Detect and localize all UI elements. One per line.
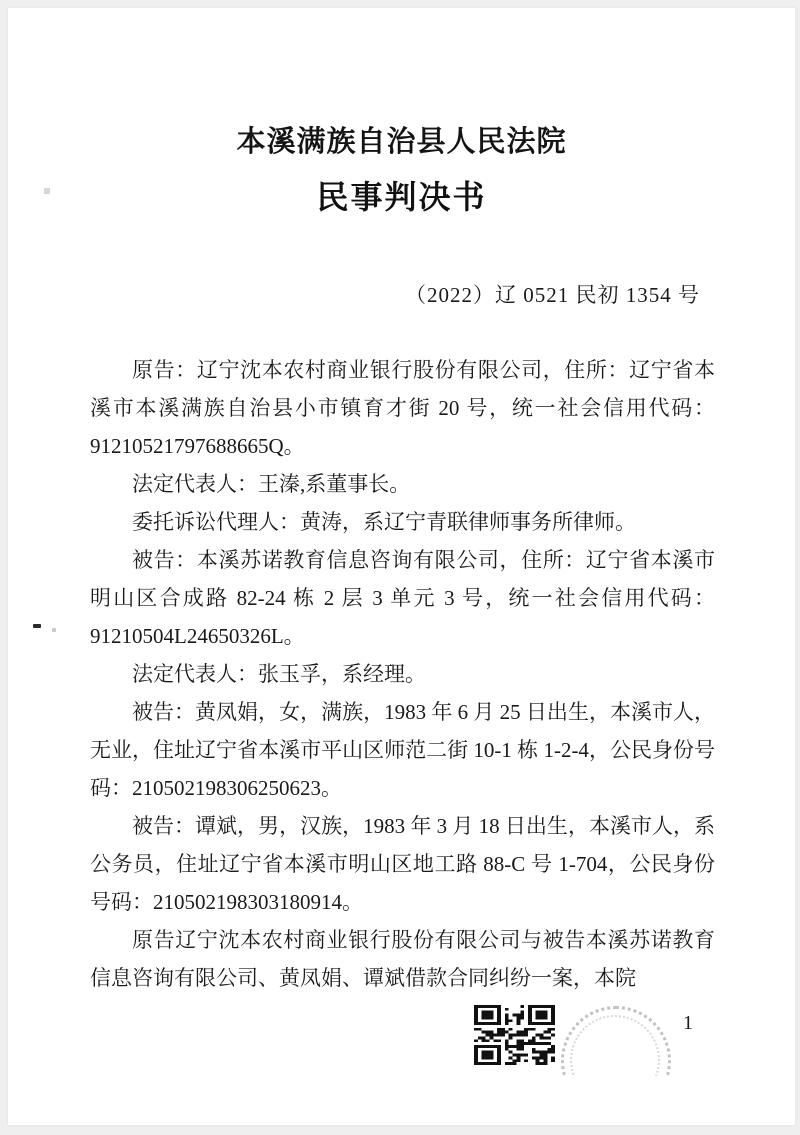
paragraph-plaintiff-legal-rep: 法定代表人：王溱,系董事长。 bbox=[132, 472, 411, 496]
scan-speck bbox=[44, 188, 50, 194]
case-number: （2022）辽 0521 民初 1354 号 bbox=[405, 283, 700, 307]
faded-seal-watermark bbox=[555, 996, 677, 1076]
paragraph-case-intro: 原告辽宁沈本农村商业银行股份有限公司与被告本溪苏诺教育信息咨询有限公司、黄凤娟、谭斌借款合同纠纷一案，本院 bbox=[90, 928, 715, 990]
paragraph-defendant-huang: 被告：黄凤娟，女，满族，1983 年 6 月 25 日出生，本溪市人，无业，住址辽宁省本溪市平山区师范二街 10-1 栋 1-2-4，公民身份号码：210502198306250623。 bbox=[90, 700, 715, 800]
document-title: 民事判决书 bbox=[316, 179, 487, 215]
scan-speck bbox=[52, 628, 56, 632]
paragraph-plaintiff: 原告：辽宁沈本农村商业银行股份有限公司，住所：辽宁省本溪市本溪满族自治县小市镇育才街 20 号，统一社会信用代码：91210521797688665Q。 bbox=[90, 358, 715, 458]
judgment-page bbox=[8, 8, 795, 1125]
qr-code bbox=[474, 1005, 555, 1065]
paragraph-defendant-tan: 被告：谭斌，男，汉族，1983 年 3 月 18 日出生，本溪市人，系公务员，住址辽宁省本溪市明山区地工路 88-C 号 1-704，公民身份号码：210502198303180914。 bbox=[90, 814, 715, 914]
document-body bbox=[90, 351, 715, 997]
scan-speck bbox=[33, 624, 41, 628]
qr-code-pattern bbox=[474, 1005, 555, 1065]
paragraph-defendant-company: 被告：本溪苏诺教育信息咨询有限公司，住所：辽宁省本溪市明山区合成路 82-24 栋 2 层 3 单元 3 号，统一社会信用代码：91210504L24650326L。 bbox=[90, 548, 715, 648]
page-number: 1 bbox=[683, 1012, 693, 1034]
paragraph-company-legal-rep: 法定代表人：张玉孚，系经理。 bbox=[132, 662, 426, 686]
court-name: 本溪满族自治县人民法院 bbox=[236, 126, 567, 158]
paragraph-plaintiff-attorney: 委托诉讼代理人：黄涛，系辽宁青联律师事务所律师。 bbox=[132, 510, 636, 534]
